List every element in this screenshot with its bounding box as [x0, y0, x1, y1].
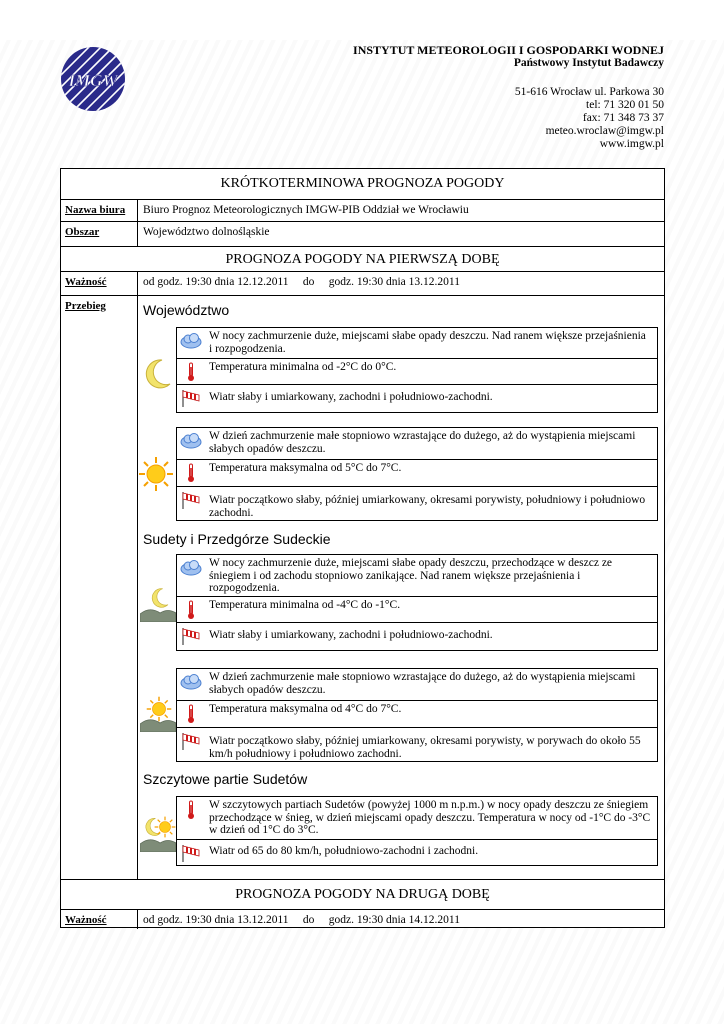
forecast-text: W nocy zachmurzenie duże, miejscami słabe opady deszczu, przechodzące w deszcz ze śniegiem i od zachodu stopniowo zanikające. Nad ranem większe przejaśnienia i rozpogodzenia.: [209, 557, 613, 594]
forecast-text: W szczytowych partiach Sudetów (powyżej 1000 m n.p.m.) w nocy opady deszczu ze śniegiem przechodzące w śnieg, w dzień miejscami opady deszczu. Temperatura w nocy od -1°C do -3°C w dzień od 1°C do 3°C.: [209, 799, 651, 836]
cloud-icon: [179, 557, 203, 579]
forecast-line: [176, 840, 658, 866]
day2-validity-label: Ważność: [61, 910, 138, 929]
forecast-text: W dzień zachmurzenie małe stopniowo wzrastające do dużego, aż do wystąpienia miejscami słabych opadów deszczu.: [209, 671, 636, 696]
forecast-text: Temperatura minimalna od -4°C do -1°C.: [209, 599, 401, 611]
institute-name: INSTYTUT METEOROLOGII I GOSPODARKI WODNEJ: [353, 43, 664, 57]
forecast-line: [176, 728, 658, 762]
thermometer-icon: [179, 599, 203, 621]
forecast-line: [176, 701, 658, 728]
forecast-text: Temperatura minimalna od -2°C do 0°C.: [209, 361, 397, 373]
svg-text:IMGW: IMGW: [68, 71, 118, 90]
email-link[interactable]: meteo.wroclaw@imgw.pl: [545, 125, 664, 137]
forecast-text: Wiatr słaby i umiarkowany, zachodni i południowo-zachodni.: [209, 629, 493, 641]
section-title-peaks: Szczytowe partie Sudetów: [143, 771, 308, 787]
sudety-night-group: [176, 554, 658, 651]
area-label: Obszar: [61, 222, 138, 246]
day2-validity-row: [61, 909, 664, 929]
windsock-icon: [179, 730, 203, 752]
day1-validity-value: od godz. 19:30 dnia 12.12.2011 do godz. 19:30 dnia 13.12.2011: [143, 276, 460, 288]
day1-validity-label: Ważność: [61, 272, 138, 295]
forecast-text: Wiatr słaby i umiarkowany, zachodni i południowo-zachodni.: [209, 391, 493, 403]
forecast-line: [176, 385, 658, 413]
area-value: Województwo dolnośląskie: [143, 226, 270, 238]
voivodeship-day-group: [176, 427, 658, 521]
forecast-line: [176, 554, 658, 597]
forecast-line: [176, 359, 658, 385]
day2-validity-value: od godz. 19:30 dnia 13.12.2011 do godz. 19:30 dnia 14.12.2011: [143, 914, 460, 926]
day1-validity-row: [61, 271, 664, 295]
forecast-line: [176, 460, 658, 487]
windsock-icon: [179, 842, 203, 864]
phone: tel: 71 320 01 50: [586, 99, 664, 111]
windsock-icon: [179, 489, 203, 511]
office-value: Biuro Prognoz Meteorologicznych IMGW-PIB Oddział we Wrocławiu: [143, 204, 469, 216]
forecast-text: W dzień zachmurzenie małe stopniowo wzrastające do dużego, aż do wystąpienia miejscami słabych opadów deszczu.: [209, 430, 636, 455]
forecast-line: [176, 327, 658, 359]
imgw-logo: [60, 46, 126, 112]
day1-title: PROGNOZA POGODY NA PIERWSZĄ DOBĘ: [61, 246, 664, 271]
cloud-icon: [179, 330, 203, 352]
windsock-icon: [179, 625, 203, 647]
forecast-text: Temperatura maksymalna od 4°C do 7°C.: [209, 703, 402, 715]
course-label: Przebieg: [61, 296, 138, 879]
main-title: KRÓTKOTERMINOWA PROGNOZA POGODY: [220, 176, 505, 191]
forecast-line: [176, 427, 658, 460]
forecast-line: [176, 597, 658, 623]
sudety-day-group: [176, 668, 658, 762]
header-block: [244, 44, 664, 151]
forecast-line: [176, 668, 658, 701]
forecast-text: Wiatr początkowo słaby, później umiarkowany, okresami porywisty, w porywach do około 55 km/h południowy i południowo zachodni.: [209, 735, 641, 760]
cloud-icon: [179, 671, 203, 693]
area-row: [61, 221, 664, 246]
moon-sun-mountain-icon: [140, 816, 176, 852]
moon-icon: [140, 356, 176, 392]
forecast-text: Temperatura maksymalna od 5°C do 7°C.: [209, 462, 402, 474]
day2-title: PROGNOZA POGODY NA DRUGĄ DOBĘ: [61, 879, 664, 909]
sun-icon: [138, 456, 174, 492]
address: 51-616 Wrocław ul. Parkowa 30: [514, 86, 664, 98]
forecast-text: W nocy zachmurzenie duże, miejscami słabe opady deszczu. Nad ranem większe przejaśnienia i rozpogodzenia.: [209, 330, 646, 355]
thermometer-icon: [179, 703, 203, 725]
cloud-icon: [179, 430, 203, 452]
section-title-sudety: Sudety i Przedgórze Sudeckie: [143, 531, 331, 547]
peaks-group: [176, 796, 658, 866]
office-row: [61, 199, 664, 221]
thermometer-icon: [179, 361, 203, 383]
forecast-line: [176, 796, 658, 840]
forecast-text: Wiatr od 65 do 80 km/h, południowo-zachodni i zachodni.: [209, 845, 479, 857]
forecast-line: [176, 623, 658, 651]
website-link[interactable]: www.imgw.pl: [599, 138, 664, 150]
forecast-line: [176, 487, 658, 521]
thermometer-icon: [179, 799, 203, 821]
institute-subtitle: Państwowy Instytut Badawczy: [513, 57, 664, 69]
thermometer-icon: [179, 462, 203, 484]
forecast-text: Wiatr początkowo słaby, później umiarkowany, okresami porywisty, południowy i południowo zachodni.: [209, 494, 646, 519]
office-label: Nazwa biura: [61, 200, 138, 221]
section-title-voivodeship: Województwo: [143, 302, 230, 318]
voivodeship-night-group: [176, 327, 658, 413]
windsock-icon: [179, 387, 203, 409]
fax: fax: 71 348 73 37: [582, 112, 664, 124]
top-band: [0, 0, 724, 40]
sun-mountain-icon: [140, 696, 176, 732]
moon-mountain-icon: [140, 586, 176, 622]
